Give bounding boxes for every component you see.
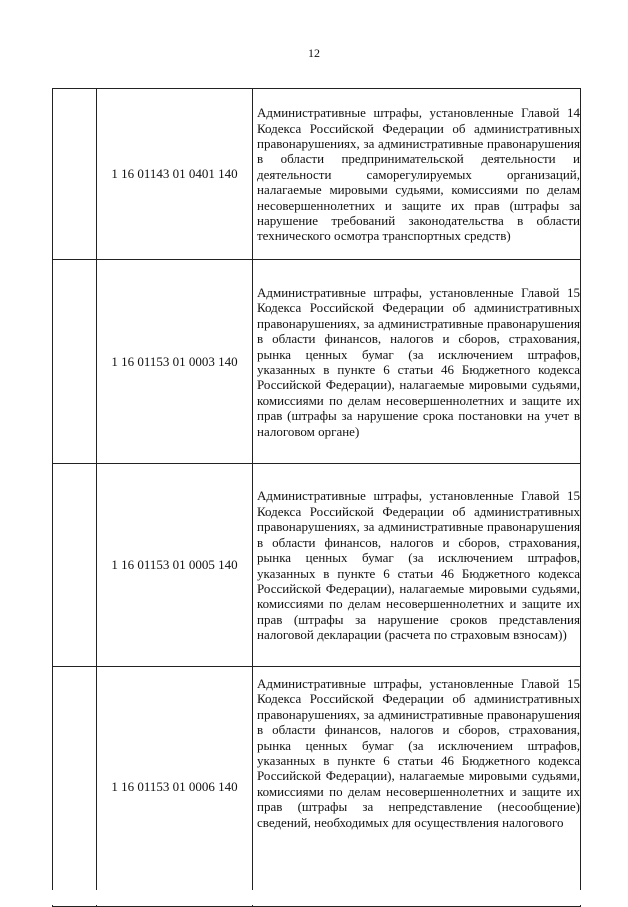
description-cell (253, 667, 581, 907)
budget-code: 1 16 01153 01 0006 140 (111, 778, 238, 794)
fine-description: Административные штрафы, установленные Главой 14 Кодекса Российской Федерации об административных правонарушениях, за административные правонарушения в области предпринимательской деятельности и деятельности саморегулируемых организаций, налагаемые мировыми судьями, комиссиями по делам несовершеннолетних и защите их прав (штрафы за нарушение требований законодательства в области технического осмотра транспортных средств) (257, 105, 580, 244)
code-cell (97, 464, 253, 667)
budget-code: 1 16 01143 01 0401 140 (111, 166, 238, 182)
code-cell (97, 260, 253, 464)
fine-description: Административные штрафы, установленные Главой 15 Кодекса Российской Федерации об административных правонарушениях, за административные правонарушения в области финансов, налогов и сборов, страхования, рынка ценных бумаг (за исключением штрафов, указанных в пункте 6 статьи 46 Бюджетного кодекса Российской Федерации), налагаемые мировыми судьями, комиссиями по делам несовершеннолетних и защите их прав (штрафы за непредставление (несообщение) сведений, необходимых для осуществления налогового (257, 676, 580, 830)
description-cell (253, 464, 581, 667)
empty-cell (53, 89, 97, 260)
table-row (53, 464, 581, 667)
empty-cell (53, 260, 97, 464)
description-cell (253, 260, 581, 464)
description-cell (253, 89, 581, 260)
table-row (53, 89, 581, 260)
page-number: 12 (308, 46, 320, 60)
budget-code: 1 16 01153 01 0003 140 (111, 353, 238, 369)
table-row (53, 260, 581, 464)
table-row (53, 667, 581, 907)
budget-code: 1 16 01153 01 0005 140 (111, 557, 238, 573)
fine-description: Административные штрафы, установленные Главой 15 Кодекса Российской Федерации об административных правонарушениях, за административные правонарушения в области финансов, налогов и сборов, страхования, рынка ценных бумаг (за исключением штрафов, указанных в пункте 6 статьи 46 Бюджетного кодекса Российской Федерации), налагаемые мировыми судьями, комиссиями по делам несовершеннолетних и защите их прав (штрафы за нарушение сроков представления налоговой декларации (расчета по страховым взносам)) (257, 488, 580, 643)
code-cell (97, 89, 253, 260)
empty-cell (53, 464, 97, 667)
empty-cell (53, 667, 97, 907)
code-cell (97, 667, 253, 907)
page-bottom-margin (0, 890, 628, 905)
fine-description: Административные штрафы, установленные Главой 15 Кодекса Российской Федерации об административных правонарушениях, за административные правонарушения в области финансов, налогов и сборов, страхования, рынка ценных бумаг (за исключением штрафов, указанных в пункте 6 статьи 46 Бюджетного кодекса Российской Федерации), налагаемые мировыми судьями, комиссиями по делам несовершеннолетних и защите их прав (штрафы за нарушение срока постановки на учет в налоговом органе) (257, 284, 580, 439)
budget-codes-table (52, 88, 581, 907)
